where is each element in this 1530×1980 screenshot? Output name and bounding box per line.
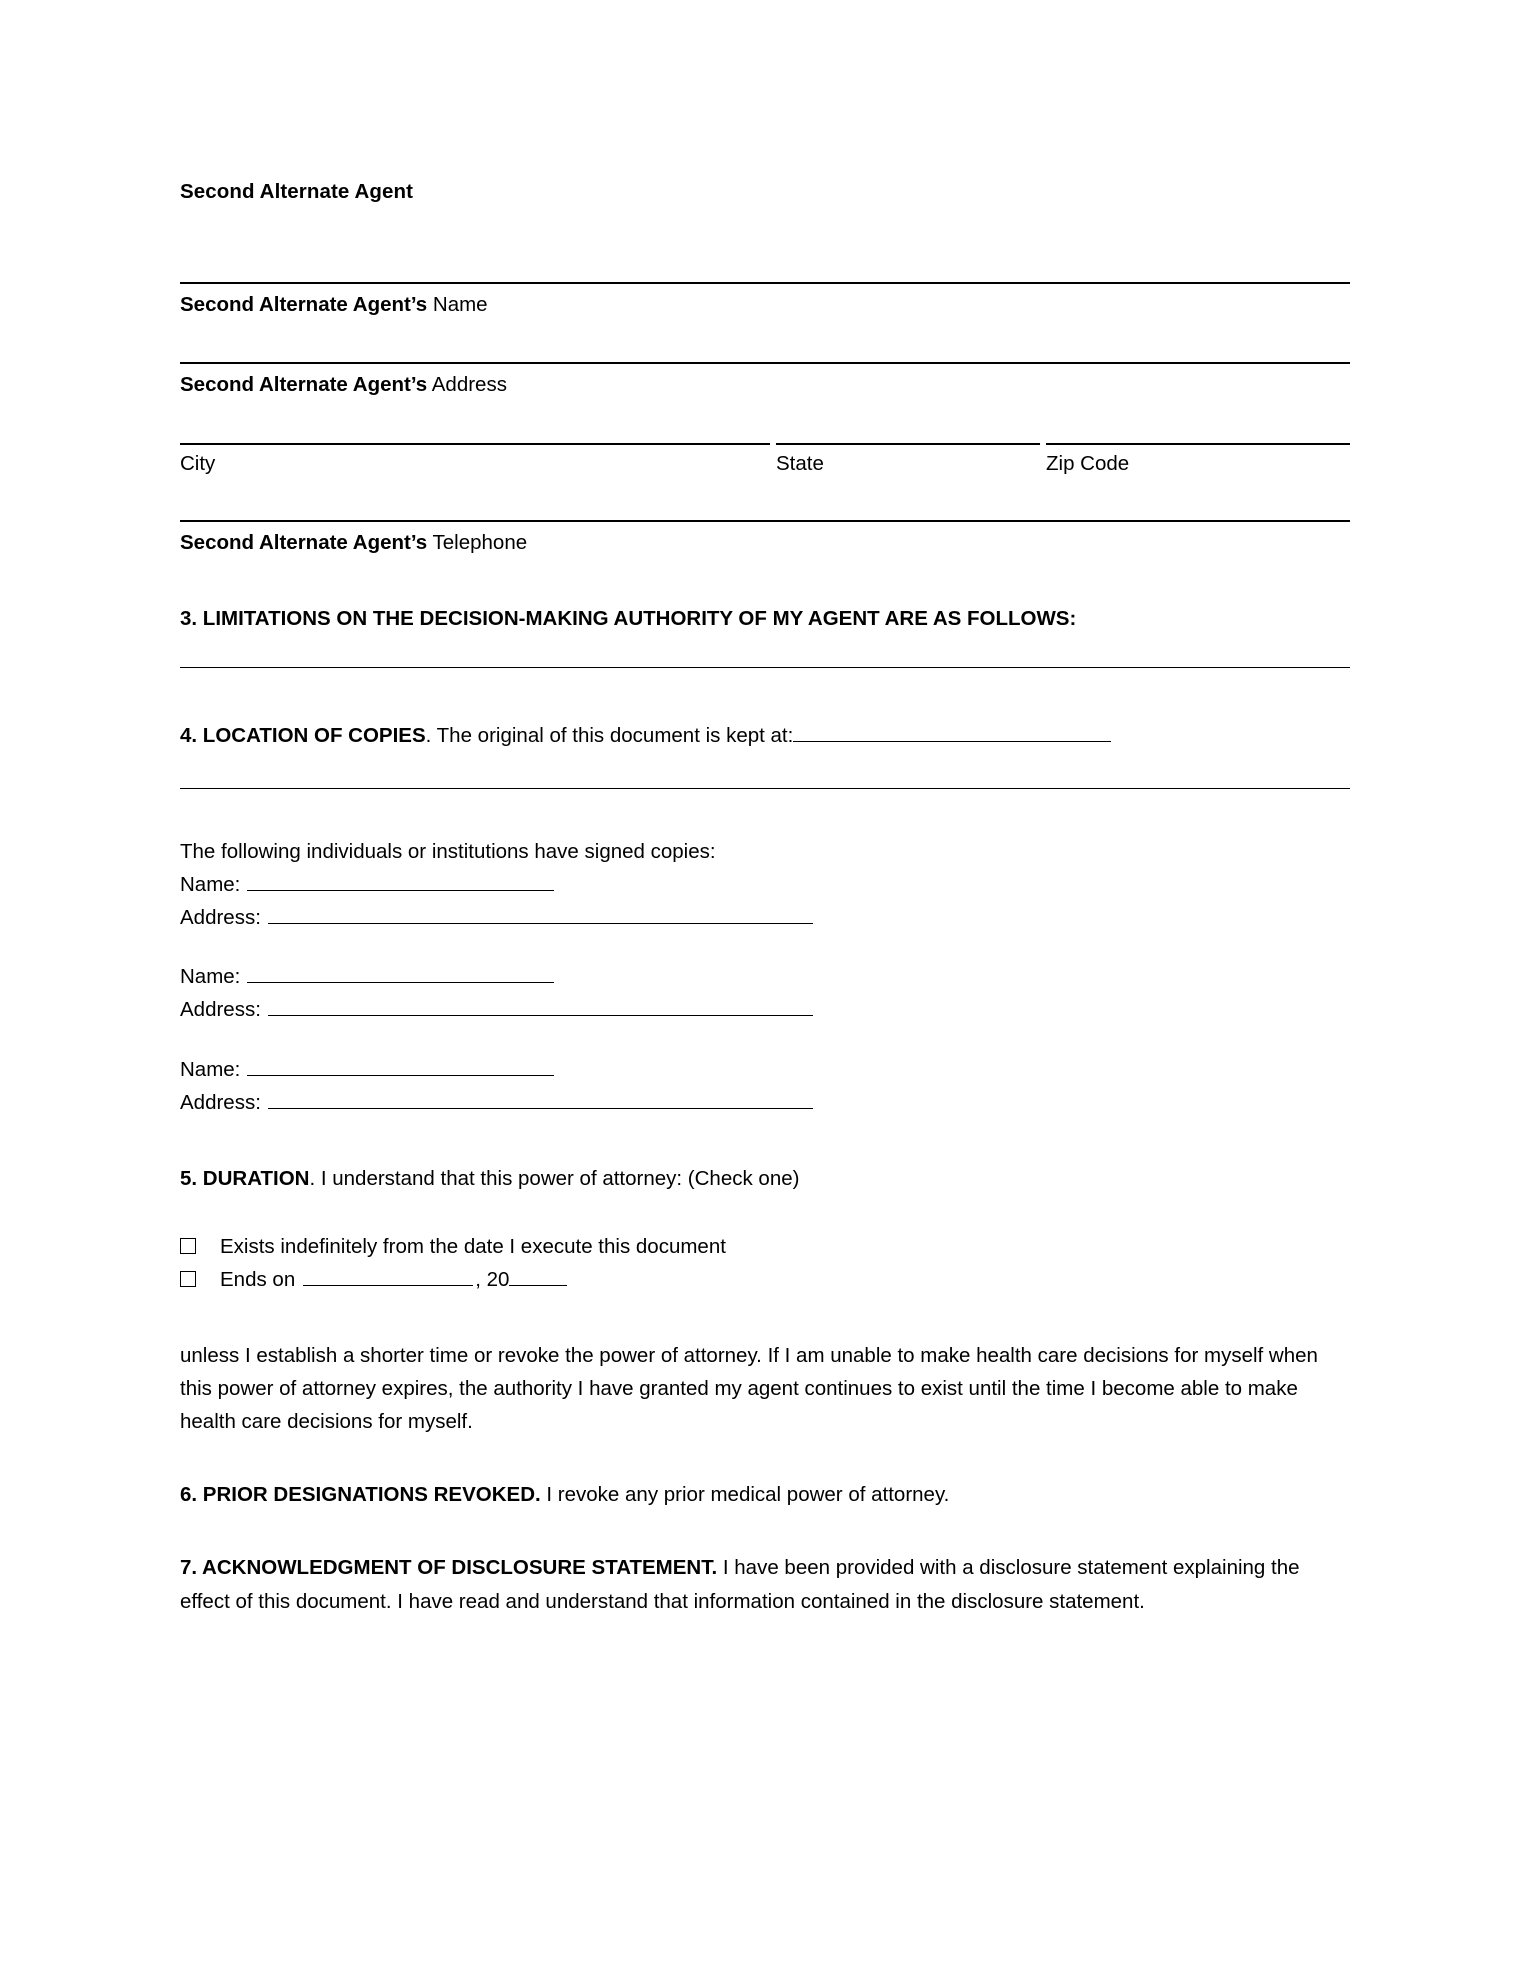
signed-copy-entry-2: [180, 960, 1350, 1026]
section-4-title: 4. LOCATION OF COPIES: [180, 724, 426, 748]
copy-2-address-label: Address:: [180, 998, 261, 1022]
city-rule: [180, 443, 770, 445]
section-5-closing-paragraph: unless I establish a shorter time or revoke the power of attorney. If I am unable to make health care decisions for myself when this power of attorney expires, the authority I have granted my agent continues to exist until the time I become able to make health care decisions for myself.: [180, 1343, 1318, 1433]
agent-telephone-label-bold: Second Alternate Agent’s: [180, 531, 428, 555]
city-state-zip-labels: [180, 445, 1350, 476]
duration-year-blank[interactable]: [509, 1270, 567, 1286]
agent-telephone-label-rest: Telephone: [427, 531, 528, 555]
duration-option-indefinite[interactable]: [180, 1230, 1350, 1263]
state-label: State: [776, 452, 824, 476]
section-4-heading: [180, 720, 1350, 751]
copy-3-address-line: [180, 1086, 1350, 1119]
zip-rule: [1046, 443, 1350, 445]
section-5-heading: [180, 1163, 1350, 1194]
agent-name-field[interactable]: [180, 282, 1350, 319]
agent-telephone-label: [180, 522, 1350, 557]
copy-2-name-blank[interactable]: [247, 967, 554, 983]
section-6-body: I revoke any prior medical power of attorney.: [540, 1483, 950, 1507]
duration-option-ends-on[interactable]: [180, 1263, 1350, 1296]
copy-1-address-line: [180, 901, 1350, 934]
checkbox-ends-on[interactable]: [180, 1271, 196, 1287]
document-body: [180, 178, 1350, 1618]
page-title: Second Alternate Agent: [180, 180, 414, 203]
copy-3-name-label: Name:: [180, 1057, 241, 1081]
copy-3-name-line: [180, 1053, 1350, 1086]
section-3-title: [180, 605, 1350, 634]
copy-2-address-blank[interactable]: [268, 1000, 813, 1016]
copy-3-address-blank[interactable]: [268, 1093, 813, 1109]
copy-1-name-label: Name:: [180, 872, 241, 896]
state-rule: [776, 443, 1040, 445]
city-state-zip-rules: [180, 443, 1350, 445]
section-7-title: 7. ACKNOWLEDGMENT OF DISCLOSURE STATEMENT.: [180, 1556, 718, 1580]
agent-name-label-rest: Name: [427, 292, 488, 316]
section-5-lead: . I understand that this power of attorney: (Check one): [309, 1166, 800, 1190]
agent-address-label: [180, 364, 1350, 399]
copy-3-name-blank[interactable]: [247, 1060, 554, 1076]
copy-3-address-label: Address:: [180, 1090, 261, 1114]
section-5-title: 5. DURATION: [180, 1166, 310, 1190]
original-kept-at-blank[interactable]: [793, 725, 1111, 742]
copy-1-address-blank[interactable]: [268, 908, 813, 924]
section-6: [180, 1478, 1350, 1511]
duration-date-blank[interactable]: [303, 1270, 473, 1286]
duration-ends-on-prefix: Ends on: [220, 1268, 296, 1292]
duration-ends-on-comma: , 20: [475, 1268, 510, 1292]
section-7-body: I have been provided with a disclosure statement explaining the effect of this document. I have read and understand that information contained in the disclosure statement.: [180, 1556, 1300, 1613]
city-label: City: [180, 452, 216, 476]
agent-address-label-rest: Address: [427, 373, 507, 397]
copy-1-name-blank[interactable]: [247, 875, 554, 891]
agent-telephone-field[interactable]: [180, 520, 1350, 557]
agent-name-label-bold: Second Alternate Agent’s: [180, 292, 428, 316]
copy-2-name-line: [180, 960, 1350, 993]
section-7: [180, 1551, 1350, 1617]
zip-code-label: Zip Code: [1046, 452, 1130, 476]
copy-2-address-line: [180, 993, 1350, 1026]
signed-copies-intro: The following individuals or institutions have signed copies:: [180, 839, 716, 863]
agent-name-label: [180, 284, 1350, 319]
signed-copy-entry-3: [180, 1053, 1350, 1119]
signed-copy-entry-1: [180, 868, 1350, 934]
duration-ends-on-label: [220, 1263, 567, 1296]
agent-address-label-bold: Second Alternate Agent’s: [180, 373, 428, 397]
checkbox-indefinite[interactable]: [180, 1238, 196, 1254]
city-state-zip-field[interactable]: [180, 443, 1350, 476]
section-6-title: 6. PRIOR DESIGNATIONS REVOKED.: [180, 1483, 541, 1507]
copy-2-name-label: Name:: [180, 965, 241, 989]
section-3-title-text: 3. LIMITATIONS ON THE DECISION-MAKING AUTHORITY OF MY AGENT ARE AS FOLLOWS:: [180, 606, 1077, 630]
agent-address-field[interactable]: [180, 362, 1350, 399]
copy-1-name-line: [180, 868, 1350, 901]
section-4-lead: . The original of this document is kept at:: [425, 724, 794, 748]
copy-1-address-label: Address:: [180, 905, 261, 929]
duration-indefinite-label: Exists indefinitely from the date I execute this document: [220, 1235, 726, 1259]
